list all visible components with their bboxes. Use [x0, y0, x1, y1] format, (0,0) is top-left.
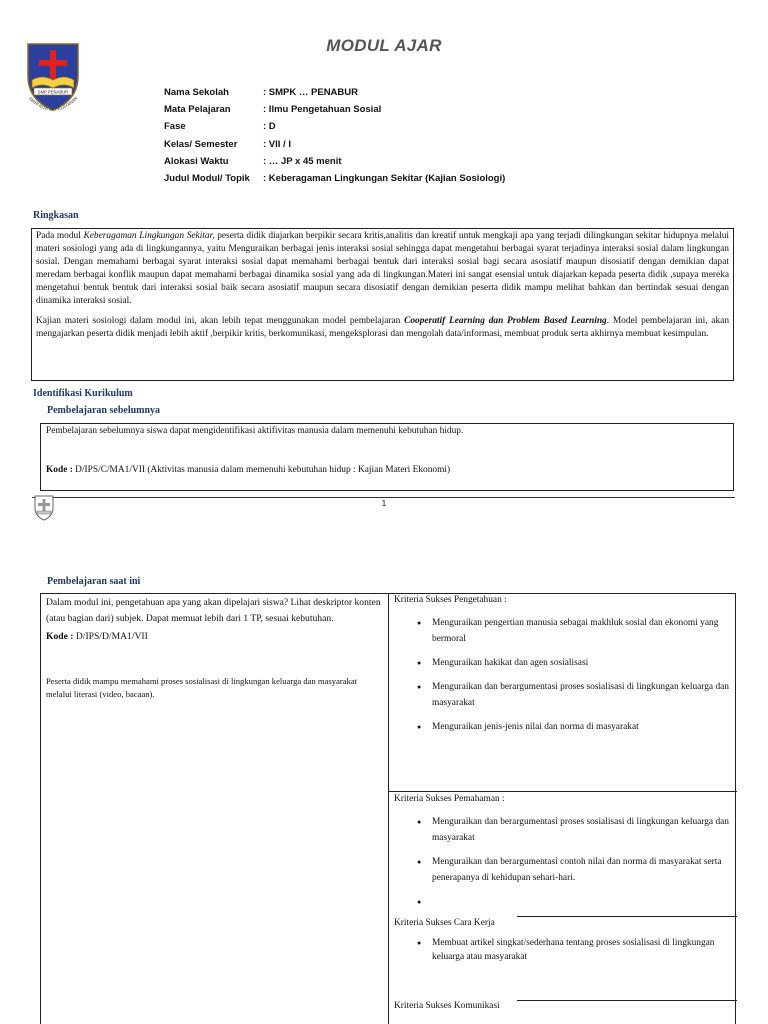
list-item: ● Menguraikan dan berargumentasi contoh nilai dan norma di masyarakat serta penerapanya di kehidupan sehari-hari.	[418, 854, 731, 886]
info-row-class-semester: Kelas/ Semester : VII / I	[164, 138, 291, 150]
list-item: ● Menguraikan jenis-jenis nilai dan norma di masyarakat	[418, 719, 731, 735]
school-crest-logo	[20, 38, 86, 118]
module-info-table	[164, 84, 505, 187]
pembelajaran-sebelumnya-box	[40, 423, 734, 491]
footer-divider	[32, 497, 735, 498]
pembelajaran-saat-ini-left-cell	[40, 593, 389, 1024]
list-item: ● Menguraikan pengertian manusia sebagai makhluk sosial dan ekonomi yang bermoral	[418, 615, 731, 647]
list-item: ● Menguraikan dan berargumentasi proses sosialisasi di lingkungan keluarga dan masyarakat	[418, 814, 731, 846]
info-row-school: Nama Sekolah : SMPK … PENABUR	[164, 87, 359, 99]
logo-banner-text: SMP PENABUR	[37, 89, 69, 95]
identifikasi-heading: Identifikasi Kurikulum	[33, 388, 133, 399]
kriteria-pemahaman-title: Kriteria Sukses Pemahaman :	[394, 794, 505, 804]
info-row-phase: Fase : D	[164, 121, 276, 133]
info-row-subject: Mata Pelajaran : Ilmu Pengetahuan Sosial	[164, 104, 382, 116]
list-item: ● Membuat artikel singkat/sederhana tentang proses sosialisasi di lingkungan keluarga atau masyarakat	[418, 936, 731, 964]
page-title: MODUL AJAR	[326, 36, 442, 55]
list-item: ● Menguraikan hakikat dan agen sosialisasi	[418, 655, 731, 671]
saat-ini-description: Dalam modul ini, pengetahuan apa yang akan dipelajari siswa? Lihat deskriptor konten (atau bagian dari) subjek. Dapat memuat lebih dari 1 TP, sesuai kebutuhan.	[46, 597, 381, 624]
kriteria-cara-kerja-title: Kriteria Sukses Cara Kerja	[394, 918, 495, 928]
pembelajaran-sebelumnya-text: Pembelajaran sebelumnya siswa dapat mengidentifikasi aktifivitas manusia dalam memenuhi kebutuhan hidup.	[46, 426, 464, 436]
kriteria-pengetahuan-list	[394, 615, 731, 735]
ringkasan-heading: Ringkasan	[33, 210, 79, 221]
kriteria-komunikasi-title: Kriteria Sukses Komunikasi	[394, 1001, 500, 1011]
pembelajaran-sebelumnya-kode: Kode : D/IPS/C/MA1/VII (Aktivitas manusia dalam memenuhi kebutuhan hidup : Kajian Materi Ekonomi)	[46, 465, 451, 475]
kriteria-cara-kerja-list	[394, 936, 731, 964]
kriteria-komunikasi	[389, 1000, 735, 1011]
page-number: 1	[381, 499, 387, 508]
saat-ini-kode: Kode : D/IPS/D/MA1/VII	[46, 631, 148, 642]
kriteria-cara-kerja	[389, 917, 735, 1000]
section-divider	[389, 791, 737, 792]
tujuan-pembelajaran: Peserta didik mampu memahami proses sosialisasi di lingkungan keluarga dan masyarakat melalui literasi (video, bacaan).	[46, 675, 358, 699]
ringkasan-box	[31, 228, 734, 381]
ringkasan-paragraph-2: Kajian materi sosiologi dalam modul ini, akan lebih tepat menggunakan model pembelajaran Cooperatif Learning dan Problem Based Learning. Model pembelajaran ini, akan mengajarkan peserta didik menjadi lebih aktif ,berpikir kritis, berkomunikasi, mengeksplorasi dan mengolah data/informasi, membuat produk serta akhirnya membuat kesimpulan.	[36, 315, 730, 339]
kriteria-pemahaman	[389, 793, 735, 917]
list-item: ● Menguraikan dan berargumentasi proses sosialisasi di lingkungan keluarga dan masyarakat	[418, 679, 731, 711]
kriteria-sukses-right-cell	[388, 593, 736, 1024]
info-row-topic: Judul Modul/ Topik : Keberagaman Lingkungan Sekitar (Kajian Sosiologi)	[164, 173, 506, 185]
pembelajaran-saat-ini-heading: Pembelajaran saat ini	[47, 576, 141, 587]
kriteria-pengetahuan-title: Kriteria Sukses Pengetahuan :	[394, 595, 507, 605]
kriteria-pengetahuan	[389, 594, 735, 793]
pembelajaran-sebelumnya-heading: Pembelajaran sebelumnya	[47, 405, 161, 416]
ringkasan-paragraph-1: Pada modul Keberagaman Lingkungan Sekitar, peserta didik diajarkan berpikir secara kritis,analitis dan kreatif untuk mengkaji apa yang terjadi dilingkungan sekitar hidupnya melalui materi sosiologi yang ada di lingkungannya, yaitu Menguraikan berbagai jenis interaksi sosial sehingga dapat mengetahui berbagai syarat terjadinya interaksi sosial dalam lingkungan sosial. Dengan memahami berbagai syarat interaksi sosial dapat memahami berbagai bentuk dari interaksi sosial bagi secara asosiatif maupun disosiatif dengan demikian dapat meredam berbagai konflik maupun dapat memahami berbagai dinamika sosial yang ada di lingkungan.Materi ini sangat esensial untuk diajarkan kepada peserta didik ,supaya mereka mengetahui bentuk bentuk dari interaksi sosial baik secara asosiatif maupun secara disosiatif dengan demikian peserta didik mampu melihat bahkan dan bertindak sesuai dengan dinamika interaksi sosial.	[36, 231, 729, 307]
logo-motto-text: MARI KITA INI PELAYANAN	[28, 95, 79, 113]
kriteria-pemahaman-list	[394, 814, 731, 886]
info-row-time-allocation: Alokasi Waktu : … JP x 45 menit	[164, 155, 342, 167]
